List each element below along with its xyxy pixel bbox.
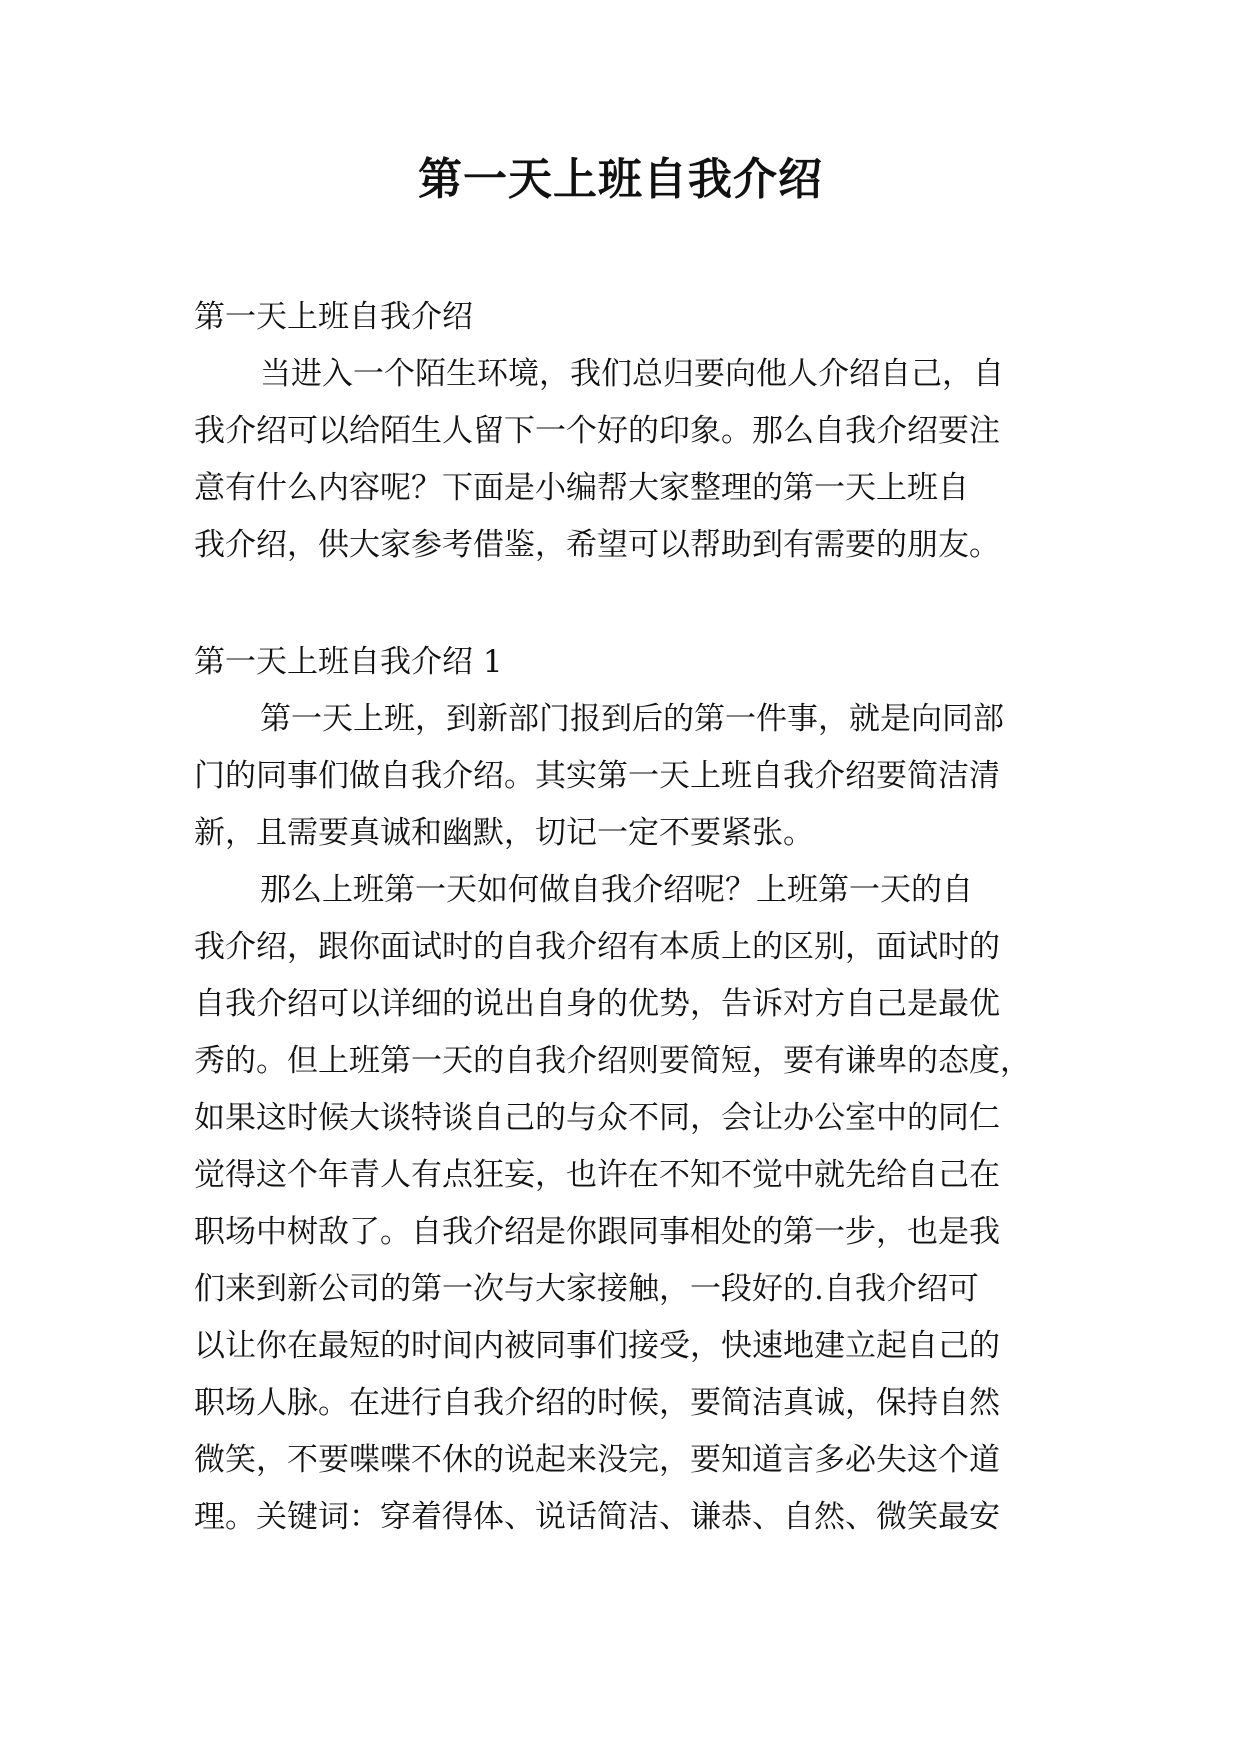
- section1-para2-line: 们来到新公司的第一次与大家接触，一段好的.自我介绍可: [194, 1271, 979, 1307]
- section1-para2-line: 职场中树敌了。自我介绍是你跟同事相处的第一步，也是我: [194, 1214, 1000, 1250]
- section1-para1-line: 第一天上班，到新部门报到后的第一件事，就是向同部: [260, 701, 1004, 737]
- section1-paragraph-1: [194, 691, 1054, 862]
- section1-para2-line: 觉得这个年青人有点狂妄，也许在不知不觉中就先给自己在: [194, 1157, 1000, 1193]
- section1-para2-line: 职场人脉。在进行自我介绍的时候，要简洁真诚，保持自然: [194, 1385, 1000, 1421]
- section1-para2-line: 微笑，不要喋喋不休的说起来没完，要知道言多必失这个道: [194, 1442, 1000, 1478]
- section1-para1-line: 新，且需要真诚和幽默，切记一定不要紧张。: [194, 815, 814, 851]
- section1-para2-line: 自我介绍可以详细的说出自身的优势，告诉对方自己是最优: [194, 986, 1000, 1022]
- section1-para2-line: 我介绍，跟你面试时的自我介绍有本质上的区别，面试时的: [194, 929, 1000, 965]
- section1-para2-line: 以让你在最短的时间内被同事们接受，快速地建立起自己的: [194, 1328, 1000, 1364]
- paragraph-gap: [194, 574, 1054, 634]
- section1-para2-line: 秀的。但上班第一天的自我介绍则要简短，要有谦卑的态度，: [194, 1043, 1031, 1079]
- document-body: [194, 289, 1054, 1546]
- section1-para2-line: 那么上班第一天如何做自我介绍呢？上班第一天的自: [260, 872, 973, 908]
- intro-heading: 第一天上班自我介绍: [194, 299, 473, 335]
- section1-para2-line: 理。关键词：穿着得体、说话简洁、谦恭、自然、微笑最安: [194, 1499, 1000, 1535]
- section1-heading: 第一天上班自我介绍 1: [194, 644, 503, 680]
- intro-paragraph: [194, 346, 1054, 574]
- intro-line: 我介绍可以给陌生人留下一个好的印象。那么自我介绍要注: [194, 413, 1000, 449]
- intro-line: 当进入一个陌生环境，我们总归要向他人介绍自己，自: [260, 356, 1004, 392]
- section1-paragraph-2: [194, 862, 1054, 1546]
- intro-line: 我介绍，供大家参考借鉴，希望可以帮助到有需要的朋友。: [194, 527, 1000, 563]
- section1-para2-line: 如果这时候大谈特谈自己的与众不同，会让办公室中的同仁: [194, 1100, 1000, 1136]
- intro-line: 意有什么内容呢？下面是小编帮大家整理的第一天上班自: [194, 470, 969, 506]
- section1-para1-line: 门的同事们做自我介绍。其实第一天上班自我介绍要简洁清: [194, 758, 1000, 794]
- document-title: 第一天上班自我介绍: [418, 154, 823, 205]
